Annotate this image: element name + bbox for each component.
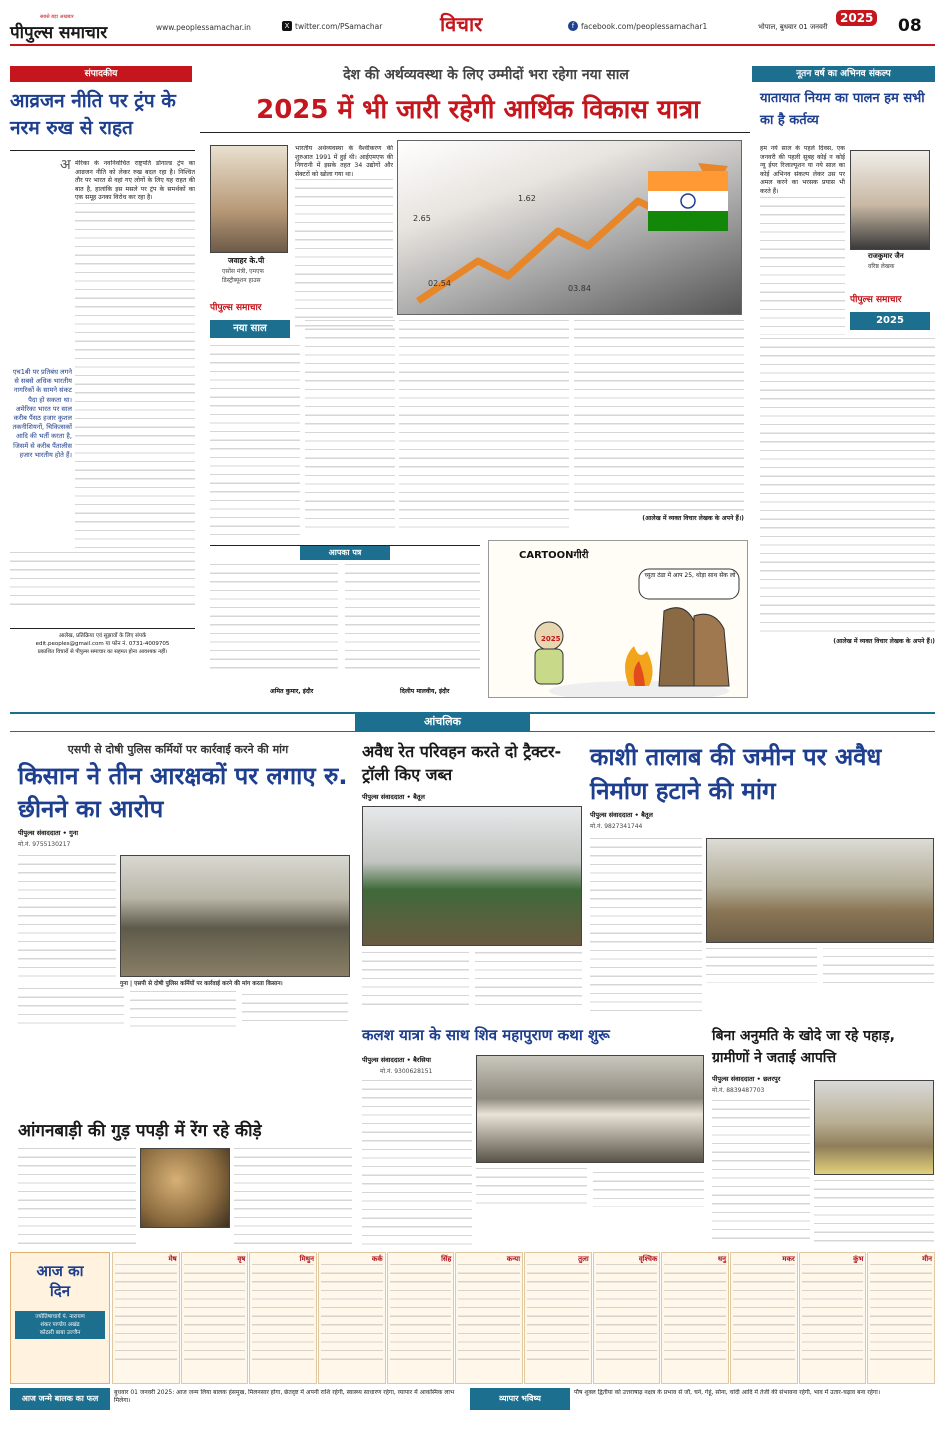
author-desc-1: एसोंस मंत्री, एमएफ [222, 268, 265, 275]
right-year-badge: 2025 [850, 312, 930, 330]
letter-2 [345, 564, 480, 684]
business-text: पौष शुक्ल द्वितीया को उत्तराषाढ़ नक्षत्र के प्रभाव से जौ, चने, गेहूं, सोना, चांदी आदि में तेजी की संभावना रहेगी, भाव में उतार-चढ़ाव बना रहेगा। [574, 1389, 881, 1396]
editorial-body: मेरिका के नवनिर्वाचित राष्ट्रपति डोनाल्ड ट्रंप का आव्रजन नीति को लेकर रुख बदल रहा है। निश्चित तौर पर भारत से वहां गए लोगों के लिए यह राहत की बात है, हालांकि इस मसले पर ट्रंप के समर्थकों का एक समूह उनका विरोध कर रहा है। [75, 160, 195, 202]
facebook-handle: facebook.com/peoplessamachar1 [581, 21, 708, 31]
main-body-col4 [399, 320, 569, 535]
facebook-link[interactable] [568, 21, 707, 31]
story3-body [590, 838, 702, 1013]
story2-photo [362, 806, 582, 946]
right-column-label: नूतन वर्ष का अभिनव संकल्प [752, 66, 935, 82]
story6-byline-text: पीपुल्स संवाददाता [712, 1075, 755, 1083]
letter-1-sign: अमित कुमार, इंदौर [270, 688, 314, 695]
india-flag-graphic [648, 171, 728, 231]
story5-body [362, 1080, 472, 1245]
story1-kicker: एसपी से दोषी पुलिस कर्मियों पर कार्रवाई करने की मांग [67, 743, 289, 756]
story5-body-2 [476, 1168, 704, 1246]
author-photo [210, 145, 288, 253]
zodiac-capricorn-label: मकर [782, 1255, 795, 1263]
figure-2025-tag: 2025 [541, 635, 561, 643]
right-body-top [760, 145, 845, 335]
story4-body [18, 1148, 136, 1244]
story3-body-2 [706, 948, 934, 1018]
zodiac-taurus [181, 1252, 249, 1384]
story6-body [712, 1100, 810, 1245]
right-brand-badge: पीपुल्स समाचार [850, 295, 902, 305]
cartoon-drawing [489, 541, 748, 698]
astrologer-line-3: कोठारी बाबा उज्जैन [39, 1330, 81, 1336]
main-rule [200, 132, 750, 133]
story6-headline: बिना अनुमति के खोदे जा रहे पहाड़, ग्रामीणों ने जताई आपत्ति [712, 1028, 895, 1066]
regional-label: आंचलिक [355, 712, 530, 732]
story3-byline-text: पीपुल्स संवाददाता [590, 811, 633, 819]
story1-body-2 [18, 988, 348, 1108]
main-body-col1 [295, 145, 393, 345]
story6-body-2 [814, 1180, 934, 1245]
shawl-figure-1 [659, 608, 699, 686]
story1-photo [120, 855, 350, 977]
horoscope-title-2: दिन [49, 1282, 71, 1300]
zodiac-libra [524, 1252, 592, 1384]
horoscope-box [10, 1252, 110, 1384]
story6-phone: मो.नं. 8839487703 [712, 1087, 765, 1094]
editorial-dropcap: अ [60, 157, 71, 173]
story4-headline: आंगनबाड़ी की गुड़ पपड़ी में रेंग रहे कीड़े [18, 1121, 262, 1141]
masthead-logo: पीपुल्स समाचार [10, 23, 108, 43]
letter-2-sign: दिलीप मालवीय, इंदौर [400, 688, 450, 695]
masthead [10, 14, 150, 42]
main-headline: 2025 में भी जारी रहेगी आर्थिक विकास यात्रा [256, 95, 700, 125]
masthead-tag: सबसे बड़ा अखबार [40, 14, 74, 20]
letters-label: आपका पत्र [300, 546, 390, 560]
year-badge: 2025 [836, 10, 877, 26]
story1-byline: पीपुल्स संवाददाता • गुना [18, 829, 79, 837]
right-author-desc: वरिष्ठ लेखक [868, 263, 895, 270]
zodiac-scorpio [593, 1252, 661, 1384]
editorial-body-lower [10, 552, 195, 612]
story6-photo [814, 1080, 934, 1175]
zodiac-libra-label: तुला [578, 1255, 589, 1263]
chart-label-3: 2.65 [413, 214, 431, 223]
zodiac-taurus-label: वृष [237, 1255, 246, 1263]
right-body-start: हम नये साल के पहले दिवस, एक जनवरी की पहली सुबह कोई न कोई न्यू ईयर रिजाल्यूशन या नये साल का कोई अभिनव संकल्प लेकर उस पर अमल करने का भरसक प्रयास भी करते हैं। [760, 145, 845, 195]
editorial-body-text [75, 160, 195, 550]
main-brand-badge: पीपुल्स समाचार [210, 303, 262, 313]
dateline: भोपाल, बुधवार 01 जनवरी [758, 23, 828, 31]
story5-phone: मो.नं. 9300628151 [380, 1068, 433, 1075]
right-author-name: राजकुमार जैन [868, 252, 904, 260]
main-body-col5 [574, 320, 744, 535]
right-body-bottom [760, 338, 935, 658]
story6-place: छतरपुर [763, 1075, 781, 1083]
zodiac-scorpio-label: वृश्चिक [638, 1255, 658, 1263]
story3-headline: काशी तालाब की जमीन पर अवैध निर्माण हटाने की मांग [590, 743, 882, 805]
main-body-start: भारतीय अर्थव्यवस्था के वैश्वीकरण की शुरुआत 1991 में हुई थी। आईएमएफ की निगरानी में इसके तहत 34 उद्योगों और सेक्टरों को खोला गया था। [295, 145, 393, 178]
zodiac-leo [387, 1252, 455, 1384]
editorial-pullquote: एच1बी पर प्रतिबंध लगने से सबसे अधिक भारतीय नागरिकों के सामने संकट पैदा हो सकता था। अमेरिका भारत पर साल करीब पैंसठ हजार कुशल तकनीशियनों, चिकित्सकों आदि की भर्ती करता है, जिसमें से करीब पैंतालीस हजार भारतीय होते हैं। [12, 368, 72, 459]
editorial-footer [10, 628, 195, 655]
shawl-figure-2 [694, 614, 729, 686]
editorial-label: संपादकीय [10, 66, 192, 82]
chart-label-2: 03.84 [568, 284, 591, 293]
zodiac-sagittarius-label: धनु [717, 1255, 727, 1263]
zodiac-gemini-label: मिथुन [299, 1255, 315, 1263]
birthday-label: आज जन्मे बालक का फल [10, 1388, 110, 1410]
story1-byline-text: पीपुल्स संवाददाता [18, 829, 61, 837]
main-kicker: देश की अर्थव्यवस्था के लिए उम्मीदों भरा रहेगा नया साल [343, 67, 629, 83]
right-column-headline: यातायात नियम का पालन हम सभी का है कर्तव्य [760, 91, 925, 128]
main-section-badge: नया साल [210, 320, 290, 338]
figure-2025 [535, 622, 563, 684]
zodiac-aries [112, 1252, 180, 1384]
chart-label-1: 02.54 [428, 279, 451, 288]
story5-place: बैरसिया [413, 1056, 431, 1064]
letter-1 [210, 564, 338, 684]
main-body-col3 [305, 320, 395, 535]
editorial-footer-email[interactable]: edit.peoples@gmail.com या फोन नं. 0731-4009705 [35, 641, 170, 647]
zodiac-grid [112, 1252, 935, 1384]
twitter-handle: twitter.com/PSamachar [295, 21, 383, 31]
story2-headline: अवैध रेत परिवहन करते दो ट्रैक्टर-ट्रॉली किए जब्त [362, 742, 562, 784]
cartoon-panel [488, 540, 748, 698]
story3-photo [706, 838, 934, 943]
editorial-footer-disclaimer: प्रकाशित विचारों से पीपुल्स समाचार का सहमत होना आवश्यक नहीं। [37, 649, 168, 655]
fire-graphic [625, 646, 653, 686]
zodiac-aquarius [799, 1252, 867, 1384]
zodiac-cancer [318, 1252, 386, 1384]
main-body-col2 [210, 345, 300, 535]
section-title: विचार [440, 12, 483, 36]
growth-arrow-graphic [398, 141, 742, 315]
facebook-icon: f [568, 21, 578, 31]
zodiac-pisces [867, 1252, 935, 1384]
x-icon: X [282, 21, 292, 31]
editorial-rule [10, 150, 195, 151]
story5-headline: कलश यात्रा के साथ शिव महापुराण कथा शुरू [362, 1026, 610, 1044]
cartoon-label: CARTOONगीरी [519, 550, 589, 561]
birthday-text: बुधवार 01 जनवरी 2025: आज जन्म लिया बालक हंसमुख, मिलनसार होगा, छेतदृष्ट में अपनी राशि रहेगी, स्वास्थ्य साधारण रहेगा, व्यापार में आकस्मिक लाभ मिलेगा। [114, 1389, 455, 1405]
zodiac-cancer-label: कर्क [371, 1255, 383, 1263]
astrologer-line-1: ज्योतिषाचार्य पं. नारायण [35, 1314, 85, 1320]
page-number: 08 [898, 16, 922, 36]
story5-photo [476, 1055, 704, 1163]
horoscope-astrologer [15, 1311, 105, 1339]
story4-photo [140, 1148, 230, 1228]
zodiac-virgo [455, 1252, 523, 1384]
story1-phone: मो.नं. 9755130217 [18, 841, 71, 848]
zodiac-aries-label: मेष [168, 1255, 177, 1263]
zodiac-aquarius-label: कुंभ [853, 1255, 864, 1263]
right-body-end: (आलेख में व्यक्त विचार लेखक के अपने हैं।) [833, 638, 935, 645]
author-desc-2: डिस्ट्रीब्यूशन हाउस [222, 277, 261, 284]
twitter-link[interactable] [282, 21, 382, 31]
editorial-footer-line1: आलेख, प्रतिक्रिया एवं सुझावों के लिए संपर्क [58, 633, 147, 639]
story5-byline: पीपुल्स संवाददाता • बैरसिया [362, 1056, 431, 1064]
zodiac-virgo-label: कन्या [506, 1255, 521, 1263]
chart-label-4: 1.62 [518, 194, 536, 203]
story2-body [362, 952, 582, 1072]
story1-caption: गुना | एसपी से दोषी पुलिस कर्मियों पर कार्रवाई करने की मांग करता किसान। [120, 981, 283, 987]
growth-chart-image [397, 140, 742, 315]
regional-band [10, 712, 935, 732]
story3-place: बैतूल [641, 811, 653, 819]
story2-byline-text: पीपुल्स संवाददाता [362, 793, 405, 801]
story6-byline: पीपुल्स संवाददाता • छतरपुर [712, 1075, 781, 1083]
story2-place: बैतूल [413, 793, 425, 801]
story1-body [18, 855, 116, 980]
story2-byline: पीपुल्स संवाददाता • बैतूल [362, 793, 425, 801]
main-body-end: (आलेख में व्यक्त विचार लेखक के अपने हैं।) [642, 515, 744, 522]
zodiac-pisces-label: मीन [922, 1255, 933, 1263]
website-link[interactable]: www.peoplessamachar.in [156, 23, 251, 32]
zodiac-leo-label: सिंह [441, 1255, 452, 1263]
story1-headline: किसान ने तीन आरक्षकों पर लगाए रु. छीनने का आरोप [18, 762, 348, 823]
story3-phone: मो.नं. 9827341744 [590, 823, 643, 830]
cartoon-speech: च्युता ठंडा में आप 25, थोड़ा साथ सेंक लो [644, 572, 736, 579]
story5-byline-text: पीपुल्स संवाददाता [362, 1056, 405, 1064]
story1-place: गुना [69, 829, 79, 837]
zodiac-sagittarius [661, 1252, 729, 1384]
business-label: व्यापार भविष्य [470, 1388, 570, 1410]
story3-byline: पीपुल्स संवाददाता • बैतूल [590, 811, 653, 819]
zodiac-gemini [249, 1252, 317, 1384]
story4-body-2 [234, 1148, 352, 1244]
editorial-headline: आव्रजन नीति पर ट्रंप के नरम रुख से राहत [10, 90, 176, 139]
zodiac-capricorn [730, 1252, 798, 1384]
header-rule [10, 44, 935, 46]
author-name: जवाहर के.पी [228, 256, 265, 265]
astrologer-line-2: शंकर पाण्डेय अखंड [40, 1322, 80, 1328]
horoscope-title-1: आज का [36, 1262, 84, 1280]
right-author-photo [850, 150, 930, 250]
